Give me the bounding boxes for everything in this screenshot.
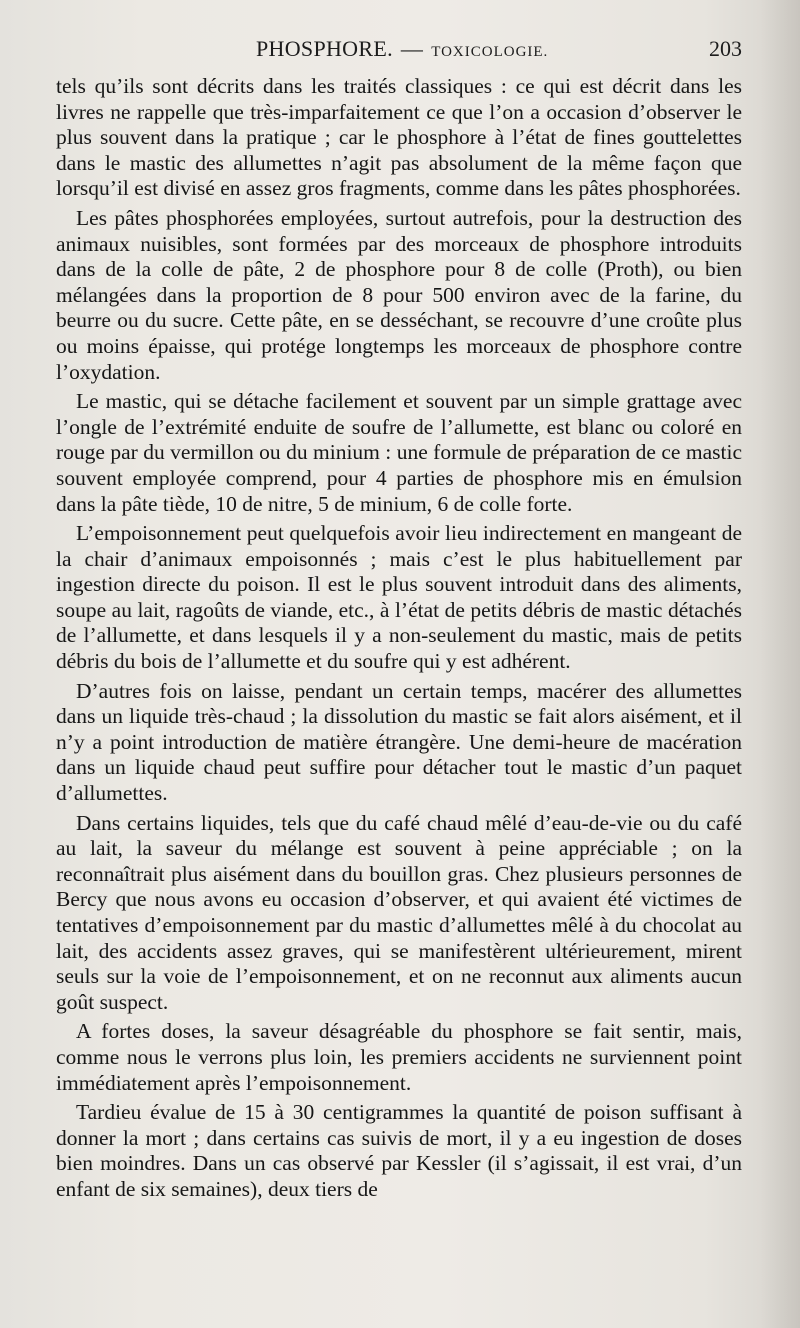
paragraph: Les pâtes phosphorées employées, surtout autrefois, pour la destruction des animaux nuisibles, sont formées par des morceaux de phosphore introduits dans de la colle de pâte, 2 de phosphore pour 8 de colle (Proth), ou bien mélangées dans la proportion de 8 pour 500 environ avec de la farine, du beurre ou du sucre. Cette pâte, en se desséchant, se recouvre d’une croûte plus ou moins épaisse, qui protége longtemps les morceaux de phosphore contre l’oxydation. [56,205,742,384]
body-text [56,74,742,1203]
paragraph: A fortes doses, la saveur désagréable du phosphore se fait sentir, mais, comme nous le verrons plus loin, les premiers accidents ne surviennent point immédiatement après l’empoisonnement. [56,1019,742,1095]
paragraph: Tardieu évalue de 15 à 30 centigrammes la quantité de poison suffisant à donner la mort ; dans certains cas suivis de mort, il y a eu ingestion de doses bien moindres. Dans un cas observé par Kessler (il s’agissait, il est vrai, d’un enfant de six semaines), deux tiers de [56,1100,742,1201]
paragraph: Dans certains liquides, tels que du café chaud mêlé d’eau-de-vie ou du café au lait, la saveur du mélange est souvent à peine appréciable ; on la reconnaîtrait plus aisément dans du bouillon gras. Chez plusieurs personnes de Bercy que nous avons eu occasion d’observer, et qui avaient été victimes de tentatives d’empoisonnement par du mastic d’allumettes mêlé à du chocolat au lait, des accidents assez graves, qui se manifestèrent ultérieurement, mirent seuls sur la voie de l’empoisonnement, et on ne reconnut aux aliments aucun goût suspect. [56,810,742,1014]
running-title [256,36,548,62]
page-number: 203 [709,36,742,61]
paragraph: Le mastic, qui se détache facilement et souvent par un simple grattage avec l’ongle de l’extrémité enduite de soufre de l’allumette, est blanc ou coloré en rouge par du vermillon ou du minium : une formule de préparation de ce mastic souvent employée comprend, pour 4 parties de phosphore mis en émulsion dans la pâte tiède, 10 de nitre, 5 de minium, 6 de colle forte. [56,389,742,516]
header-title: PHOSPHORE. [256,36,393,61]
header-subtitle: TOXICOLOGIE. [431,44,549,60]
paragraph: D’autres fois on laisse, pendant un certain temps, macérer des allumettes dans un liquide très-chaud ; la dissolution du mastic se fait alors aisément, et il n’y a point introduction de matière étrangère. Une demi-heure de macération dans un liquide chaud peut suffire pour détacher tout le mastic d’un paquet d’allumettes. [56,678,742,806]
page-edge-shadow [760,0,800,1328]
paragraph: L’empoisonnement peut quelquefois avoir lieu indirectement en mangeant de la chair d’animaux empoisonnés ; mais c’est le plus habituellement par ingestion directe du poison. Il est le plus souvent introduit dans des aliments, soupe au lait, ragoûts de viande, etc., à l’état de petits débris de mastic détachés de l’allumette, et dans lesquels il y a non-seulement du mastic, mais de petits débris du bois de l’allumette et du soufre qui y est adhérent. [56,521,742,674]
running-header [56,36,742,66]
header-dash: — [400,36,424,61]
paragraph: tels qu’ils sont décrits dans les traités classiques : ce qui est décrit dans les livres ne rappelle que très-imparfaitement ce que l’on a occasion d’observer le plus souvent dans la pratique ; car le phosphore à l’état de fines gouttelettes dans le mastic des allumettes n’agit pas absolument de la même façon que lorsqu’il est divisé en assez gros fragments, comme dans les pâtes phosphorées. [56,74,742,201]
